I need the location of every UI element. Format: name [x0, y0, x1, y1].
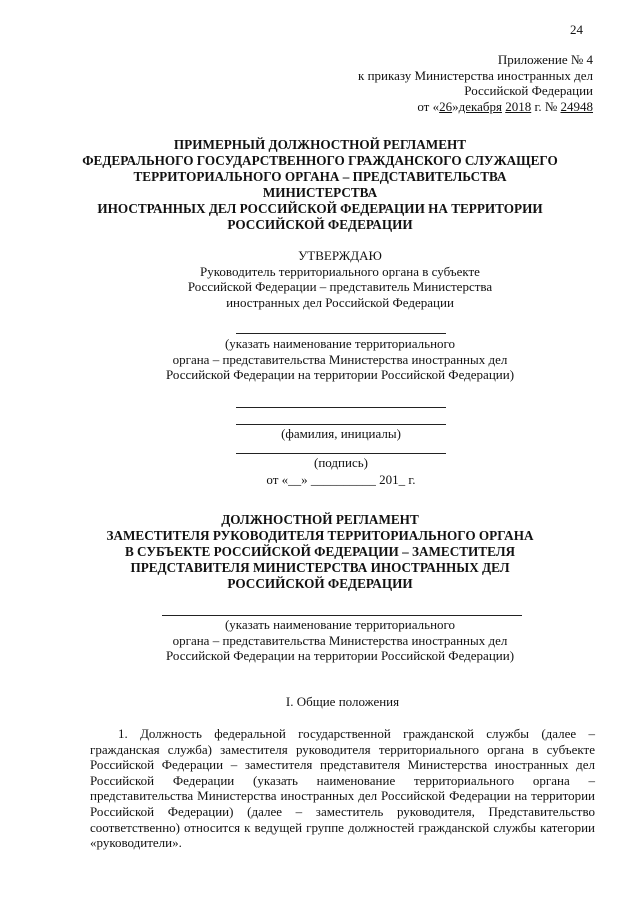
appendix-header	[263, 52, 593, 114]
main-title-line: ФЕДЕРАЛЬНОГО ГОСУДАРСТВЕННОГО ГРАЖДАНСКОГО СЛУЖАЩЕГО	[82, 153, 558, 168]
approval-line: иностранных дел Российской Федерации	[226, 294, 454, 310]
regulation-title-line: ДОЛЖНОСТНОЙ РЕГЛАМЕНТ	[221, 512, 419, 527]
regulation-title-line: В СУБЪЕКТЕ РОССИЙСКОЙ ФЕДЕРАЦИИ – ЗАМЕСТИТЕЛЯ	[124, 544, 516, 559]
hint-line: (указать наименование территориального	[224, 336, 456, 351]
hint-line: органа – представительства Министерства иностранных дел	[172, 351, 508, 367]
hint-line: органа – представительства Министерства иностранных дел	[172, 632, 508, 648]
order-day: 26	[439, 98, 453, 114]
signature-line	[236, 453, 446, 454]
org-name-hint	[150, 336, 530, 383]
main-title	[80, 137, 560, 233]
regulation-title-line: ЗАМЕСТИТЕЛЯ РУКОВОДИТЕЛЯ ТЕРРИТОРИАЛЬНОГО ОРГАНА	[106, 528, 534, 543]
hint-line: Российской Федерации на территории Российской Федерации)	[165, 648, 515, 663]
regulation-title-line: РОССИЙСКОЙ ФЕДЕРАЦИИ	[227, 576, 413, 591]
appendix-line: к приказу Министерства иностранных дел	[358, 67, 593, 83]
main-title-line: ИНОСТРАННЫХ ДЕЛ РОССИЙСКОЙ ФЕДЕРАЦИИ НА ТЕРРИТОРИИ	[97, 201, 543, 216]
date-prefix: от «	[417, 98, 440, 114]
regulation-title	[80, 512, 560, 592]
order-year: 2018	[505, 98, 532, 114]
name-line	[236, 424, 446, 425]
hint-line: Российской Федерации на территории Российской Федерации)	[165, 367, 515, 382]
hint-line: (указать наименование территориального	[224, 617, 456, 632]
approval-date-line: от «__» __________ 201_ г.	[266, 472, 416, 487]
order-month: декабря	[458, 98, 502, 114]
org-name-line	[236, 333, 446, 334]
page-number: 24	[570, 22, 583, 37]
appendix-line: Приложение № 4	[497, 52, 593, 67]
order-number: 24948	[560, 98, 593, 114]
appendix-line: Российской Федерации	[464, 83, 593, 98]
regulation-title-line: ПРЕДСТАВИТЕЛЯ МИНИСТЕРСТВА ИНОСТРАННЫХ ДЕЛ	[130, 560, 510, 575]
section-heading: I. Общие положения	[285, 694, 400, 709]
approval-line: Руководитель территориального органа в субъекте	[200, 263, 480, 279]
appendix-date-line	[263, 99, 593, 115]
approval-block	[160, 248, 520, 310]
paragraph-1: 1. Должность федеральной государственной гражданской службы (далее – гражданская служба) заместителя руководителя территориального органа в субъекте Российской Федерации – заместителя представителя Министерства иностранных дел Российской Федерации (указать наименование территориального органа – представительства Министерства иностранных дел Российской Федерации на территории Российской Федерации) (далее – заместитель руководителя, Представительство соответственно) относится к ведущей группе должностей гражданской службы категории «руководители».	[90, 726, 595, 851]
main-title-line: ТЕРРИТОРИАЛЬНОГО ОРГАНА – ПРЕДСТАВИТЕЛЬСТВА МИНИСТЕРСТВА	[133, 169, 507, 200]
org-name-line-2	[162, 615, 522, 616]
approval-heading: УТВЕРЖДАЮ	[298, 248, 382, 263]
order-number-prefix: г. №	[534, 98, 558, 114]
main-title-line: ПРИМЕРНЫЙ ДОЛЖНОСТНОЙ РЕГЛАМЕНТ	[173, 137, 467, 152]
signature-hint: (подпись)	[314, 455, 368, 470]
date-sep: »	[452, 98, 459, 114]
main-title-line: РОССИЙСКОЙ ФЕДЕРАЦИИ	[227, 217, 413, 232]
approval-line: Российской Федерации – представитель Министерства	[187, 279, 493, 294]
org-name-hint-2	[150, 617, 530, 664]
signature-blank-line	[236, 407, 446, 408]
name-hint: (фамилия, инициалы)	[281, 426, 401, 441]
